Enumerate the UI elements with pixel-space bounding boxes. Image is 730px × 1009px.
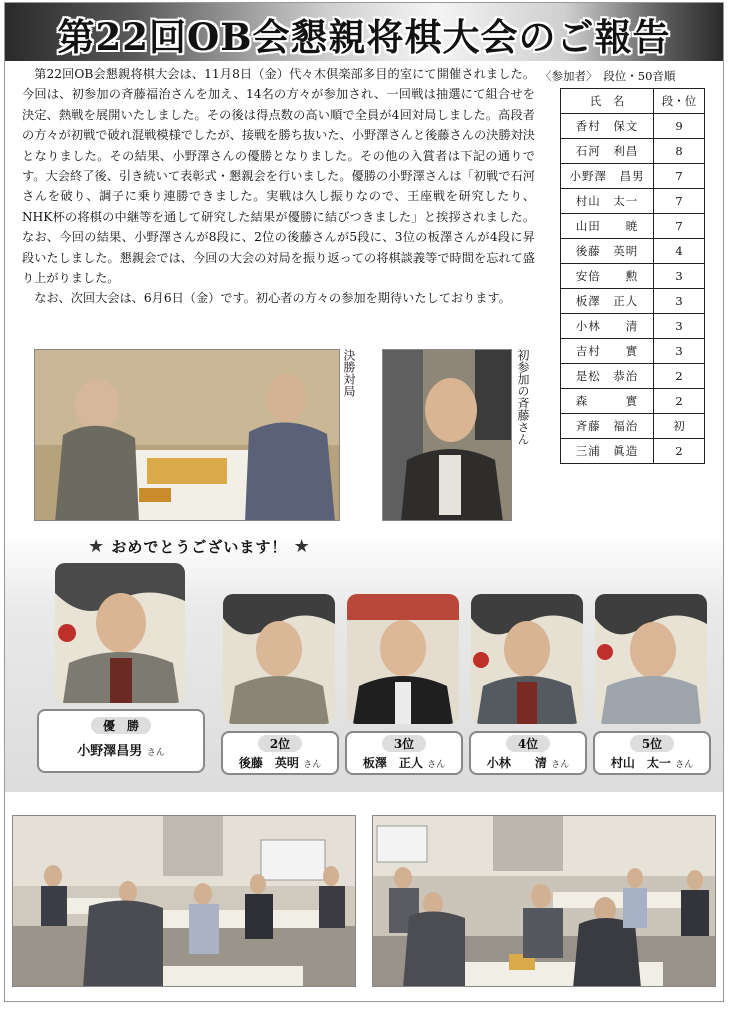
fourth-place-placard — [469, 731, 587, 775]
fifth-place-portrait — [595, 594, 707, 724]
name-column-header: 氏 名 — [561, 89, 654, 114]
participant-rank: 2 — [654, 389, 705, 414]
participant-rank: 4 — [654, 239, 705, 264]
honorific: さん — [427, 760, 446, 770]
table-row — [561, 114, 705, 139]
fourth-place-portrait — [471, 594, 583, 724]
tournament-room-photo-left — [12, 815, 356, 987]
winner-name: 板澤 正人 — [362, 756, 423, 770]
report-paragraph: 第22回OB会懇親将棋大会は、11月8日（金）代々木倶楽部多目的室にて開催されました。今回は、初参加の斉藤福治さんを加え、14名の方々が参加され、一回戦は抽選にて組合せを決定、熱戦を展開いたしました。その後は得点数の高い順で全員が4回対局しました。高段者の方々が初戦で破れ混戦模様でしたが、接戦を勝ち抜いた、小野澤さんと後藤さんの決勝対決となりました。その結果、小野澤さんの優勝となりました。その他の入賞者は下記の通りです。大会終了後、引き続いて表彰式・懇親会を行いました。優勝の小野澤さんは「初戦で石河さんを破り、調子に乗り連勝できました。実戦は久し振りなので、王座戦を研究したり、NHK杯の将棋の中継等を通して研究した結果が優勝に結びつきました」と挨拶されました。なお、今回の結果、小野澤さんが8段に、2位の後藤さんが5段に、3位の板澤さんが4段に昇段いたしました。懇親会では、今回の大会の対局を振り返っての将棋談義等で時間を忘れて盛り上がりました。 — [22, 67, 535, 286]
participant-rank: 8 — [654, 139, 705, 164]
champion-portrait — [55, 563, 185, 703]
honorific: さん — [551, 760, 570, 770]
title-banner — [5, 3, 723, 61]
participant-rank: 2 — [654, 439, 705, 464]
tournament-room-photo-right — [372, 815, 716, 987]
congrats-text: おめでとうございます！ — [111, 538, 288, 556]
table-row — [561, 264, 705, 289]
participant-rank: 初 — [654, 414, 705, 439]
star-icon: ★ — [293, 536, 311, 557]
table-row — [561, 214, 705, 239]
table-row — [561, 164, 705, 189]
report-body — [22, 64, 535, 309]
champion-placard — [37, 709, 205, 773]
participant-rank: 9 — [654, 114, 705, 139]
participants-table — [560, 88, 705, 464]
participant-name: 是松 恭治 — [561, 364, 654, 389]
participant-rank: 3 — [654, 289, 705, 314]
participant-rank: 3 — [654, 314, 705, 339]
honorific: さん — [675, 760, 694, 770]
participant-name: 石河 利昌 — [561, 139, 654, 164]
participant-name: 小林 清 — [561, 314, 654, 339]
honorific: さん — [303, 760, 322, 770]
honorific: さん — [146, 748, 165, 758]
congrats-heading — [88, 536, 311, 557]
final-match-photo — [34, 349, 340, 521]
winner-name: 小野澤昌男 — [77, 744, 143, 759]
page-title: 第22回OB会懇親将棋大会のご報告 — [57, 15, 671, 59]
participant-name: 斉藤 福治 — [561, 414, 654, 439]
first-timer-caption: 初参加の斉藤さん — [516, 349, 530, 445]
participant-name: 後藤 英明 — [561, 239, 654, 264]
participant-name: 小野澤 昌男 — [561, 164, 654, 189]
table-row — [561, 414, 705, 439]
winner-place: 4位 — [506, 735, 550, 752]
participant-rank: 7 — [654, 189, 705, 214]
fifth-place-placard — [593, 731, 711, 775]
participant-name: 村山 太一 — [561, 189, 654, 214]
table-row — [561, 439, 705, 464]
table-row — [561, 314, 705, 339]
participant-name: 安倍 勲 — [561, 264, 654, 289]
table-row — [561, 364, 705, 389]
participant-name: 吉村 實 — [561, 339, 654, 364]
star-icon: ★ — [88, 536, 106, 557]
third-place-portrait — [347, 594, 459, 724]
first-timer-photo — [382, 349, 512, 521]
table-row — [561, 139, 705, 164]
second-place-placard — [221, 731, 339, 775]
table-row — [561, 289, 705, 314]
winner-place: 3位 — [382, 735, 426, 752]
table-row — [561, 389, 705, 414]
participant-rank: 7 — [654, 164, 705, 189]
winner-name: 小林 清 — [486, 756, 547, 770]
winner-name: 村山 太一 — [610, 756, 671, 770]
winner-place: 5位 — [630, 735, 674, 752]
participant-name: 三浦 眞造 — [561, 439, 654, 464]
participant-name: 森 實 — [561, 389, 654, 414]
winner-name: 後藤 英明 — [238, 756, 299, 770]
participant-name: 板澤 正人 — [561, 289, 654, 314]
final-match-caption: 決勝対局 — [342, 349, 356, 397]
winner-place: 優 勝 — [91, 717, 151, 734]
table-row — [561, 189, 705, 214]
participant-name: 山田 暁 — [561, 214, 654, 239]
participant-rank: 7 — [654, 214, 705, 239]
second-place-portrait — [223, 594, 335, 724]
winner-place: 2位 — [258, 735, 302, 752]
table-row — [561, 339, 705, 364]
rank-column-header: 段・位 — [654, 89, 705, 114]
table-row — [561, 239, 705, 264]
participant-name: 香村 保文 — [561, 114, 654, 139]
participant-rank: 3 — [654, 264, 705, 289]
third-place-placard — [345, 731, 463, 775]
participants-heading: 〈参加者〉 段位・50音順 — [540, 69, 676, 83]
report-paragraph: なお、次回大会は、6月6日（金）です。初心者の方々の参加を期待いたしております。 — [34, 291, 511, 306]
participant-rank: 2 — [654, 364, 705, 389]
table-header-row — [561, 89, 705, 114]
participant-rank: 3 — [654, 339, 705, 364]
